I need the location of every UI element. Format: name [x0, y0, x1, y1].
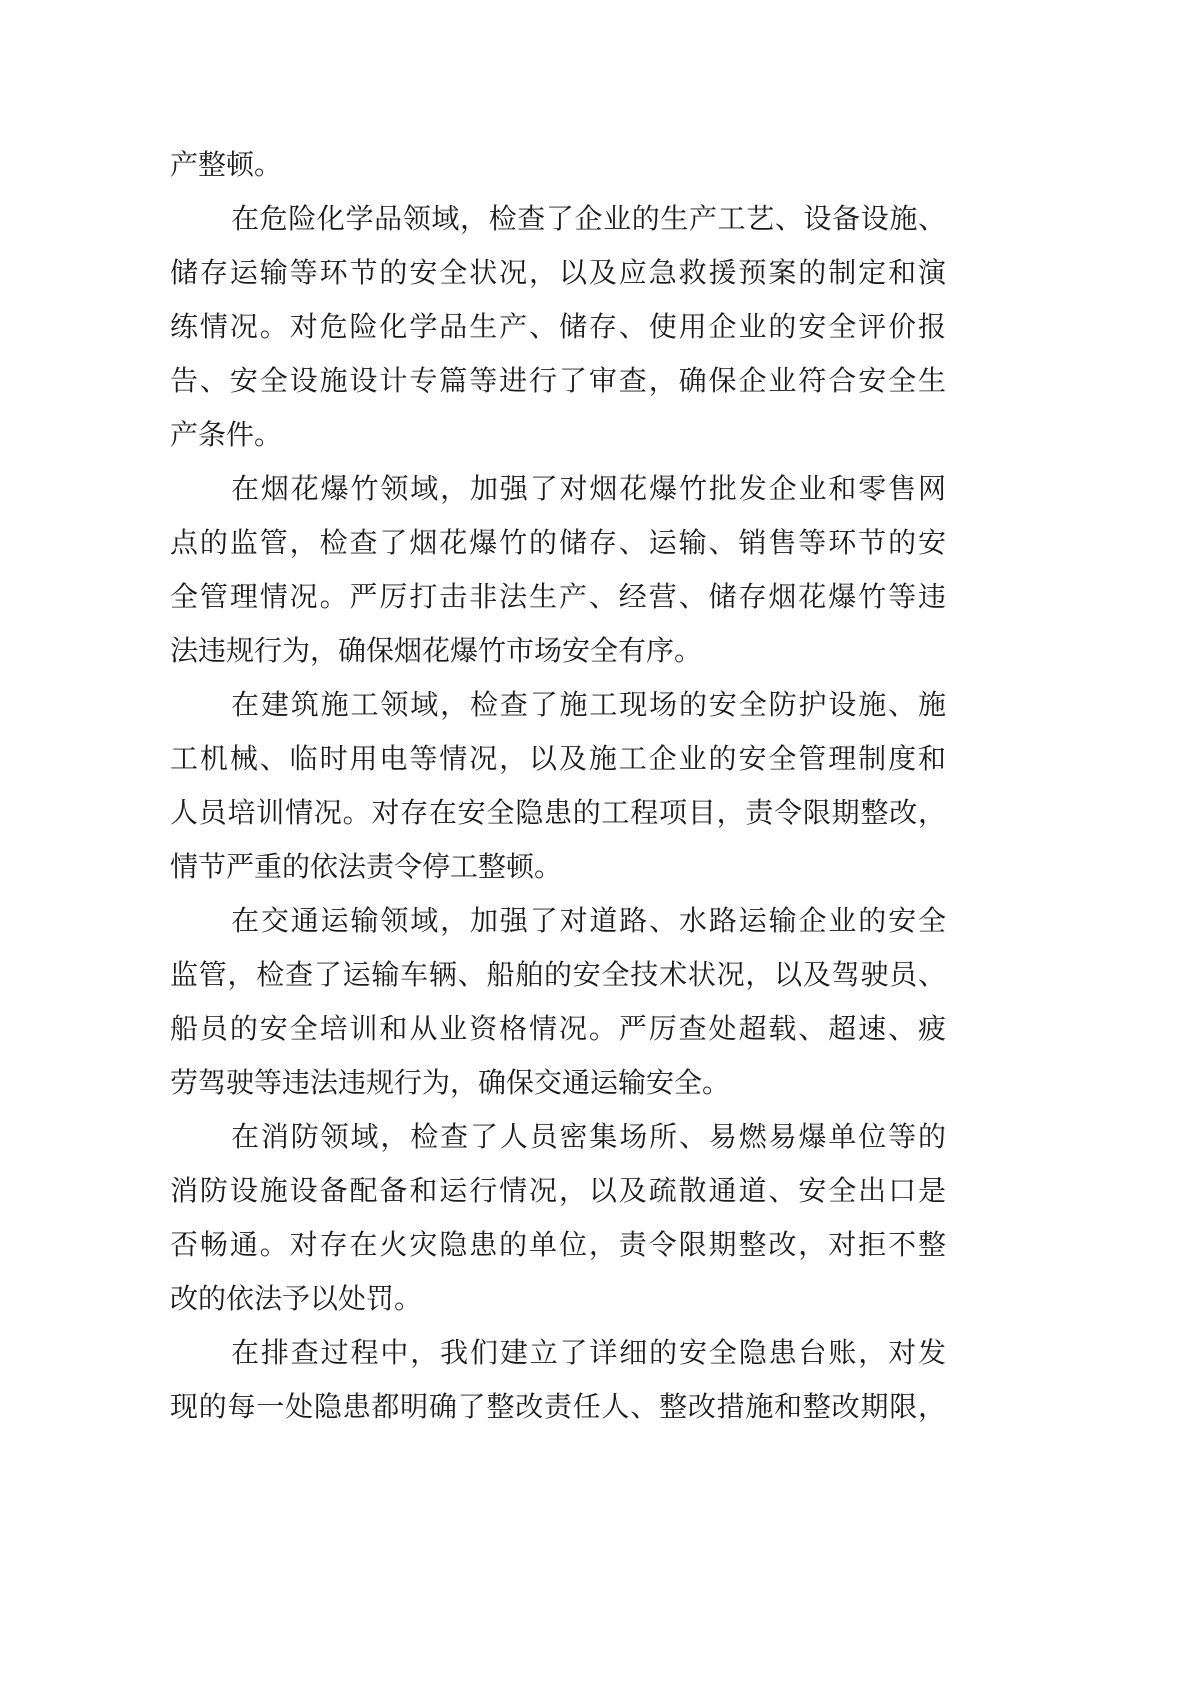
text-line: 否畅通。对存在火灾隐患的单位，责令限期整改，对拒不整	[170, 1228, 946, 1261]
text-line: 点的监管，检查了烟花爆竹的储存、运输、销售等环节的安	[170, 526, 946, 559]
text-line: 在排查过程中，我们建立了详细的安全隐患台账，对发	[231, 1336, 946, 1369]
text-line: 法违规行为，确保烟花爆竹市场安全有序。	[170, 634, 703, 667]
text-line: 现的每一处隐患都明确了整改责任人、整改措施和整改期限，	[170, 1390, 946, 1423]
text-line: 消防设施设备配备和运行情况，以及疏散通道、安全出口是	[170, 1174, 946, 1207]
text-line: 工机械、临时用电等情况，以及施工企业的安全管理制度和	[170, 742, 946, 775]
text-line: 储存运输等环节的安全状况，以及应急救援预案的制定和演	[170, 256, 946, 289]
text-line: 产条件。	[170, 418, 283, 451]
paragraph-fire-safety	[170, 1110, 946, 1326]
text-line: 告、安全设施设计专篇等进行了审查，确保企业符合安全生	[170, 364, 946, 397]
text-line: 在烟花爆竹领域，加强了对烟花爆竹批发企业和零售网	[231, 472, 946, 505]
paragraph-inspection-process	[170, 1326, 946, 1434]
text-line: 在交通运输领域，加强了对道路、水路运输企业的安全	[231, 904, 946, 937]
text-line: 人员培训情况。对存在安全隐患的工程项目，责令限期整改，	[170, 796, 946, 829]
paragraph-continuation	[170, 138, 946, 192]
text-line: 练情况。对危险化学品生产、储存、使用企业的安全评价报	[170, 310, 946, 343]
text-line: 劳驾驶等违法违规行为，确保交通运输安全。	[170, 1066, 731, 1099]
text-line: 情节严重的依法责令停工整顿。	[170, 850, 563, 883]
text-line: 全管理情况。严厉打击非法生产、经营、储存烟花爆竹等违	[170, 580, 946, 613]
text-line: 改的依法予以处罚。	[170, 1282, 423, 1315]
text-line: 在建筑施工领域，检查了施工现场的安全防护设施、施	[231, 688, 946, 721]
paragraph-construction	[170, 678, 946, 894]
body-text	[170, 138, 946, 1434]
text-line: 监管，检查了运输车辆、船舶的安全技术状况，以及驾驶员、	[170, 958, 946, 991]
paragraph-hazardous-chemicals	[170, 192, 946, 462]
text-line: 在危险化学品领域，检查了企业的生产工艺、设备设施、	[231, 202, 946, 235]
text-line: 在消防领域，检查了人员密集场所、易燃易爆单位等的	[231, 1120, 946, 1153]
paragraph-fireworks	[170, 462, 946, 678]
text-line: 产整顿。	[170, 148, 283, 181]
paragraph-transportation	[170, 894, 946, 1110]
text-line: 船员的安全培训和从业资格情况。严厉查处超载、超速、疲	[170, 1012, 946, 1045]
